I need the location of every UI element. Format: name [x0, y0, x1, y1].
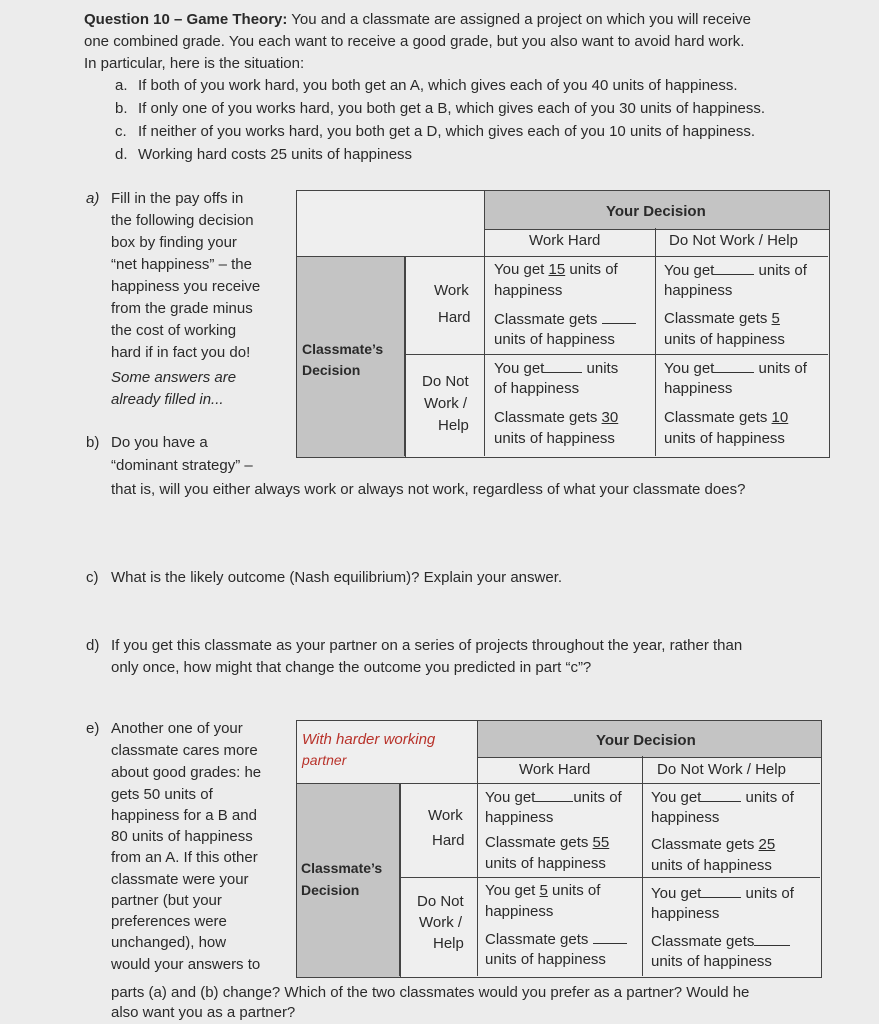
- given-value: 25: [758, 836, 776, 853]
- given-value: 10: [771, 409, 789, 426]
- classmates-label: Decision: [301, 882, 360, 898]
- part-b-letter: b): [86, 434, 100, 451]
- part-a-line: happiness you receive: [111, 278, 261, 295]
- col-do-not-work: Do Not Work / Help: [657, 761, 786, 778]
- situation-item: If both of you work hard, you both get an A, which gives each of you 40 units of happiness.: [138, 77, 738, 94]
- payoff-cell-classmate: Classmate gets 25: [651, 836, 776, 853]
- part-e-line: classmate were your: [111, 871, 249, 888]
- part-a-letter: a): [86, 190, 100, 207]
- classmates-label: Classmate’s: [301, 860, 383, 876]
- situation-letter: a.: [115, 77, 128, 94]
- payoff-cell-classmate: Classmate gets 10: [664, 409, 789, 426]
- part-e-line: preferences were: [111, 913, 227, 930]
- part-e-line: would your answers to: [111, 956, 261, 973]
- payoff-cell-text: units of happiness: [485, 951, 606, 968]
- part-e-line: from an A. If this other: [111, 849, 258, 866]
- answer-blank[interactable]: [535, 787, 573, 802]
- part-c-text: What is the likely outcome (Nash equilibrium)? Explain your answer.: [111, 569, 563, 586]
- payoff-cell-text: of happiness: [494, 380, 580, 397]
- answer-blank[interactable]: [701, 883, 741, 898]
- situation-item: Working hard costs 25 units of happiness: [138, 146, 413, 163]
- payoff-cell-text: happiness: [651, 905, 720, 922]
- payoff-cell-you: You get units of: [651, 789, 794, 806]
- part-e-line: happiness for a B and: [111, 807, 257, 824]
- classmates-label: Decision: [302, 362, 361, 378]
- payoff-cell-text: units of happiness: [485, 855, 606, 872]
- question-intro-2: one combined grade. You each want to receive a good grade, but you also want to avoid hard work.: [84, 33, 745, 50]
- given-value: 15: [548, 261, 566, 278]
- payoff-cell-text: units of happiness: [494, 430, 615, 447]
- part-e-line: Another one of your: [111, 720, 243, 737]
- part-b-line: Do you have a: [111, 434, 208, 451]
- answer-blank[interactable]: [701, 787, 741, 802]
- part-e-tail: also want you as a partner?: [111, 1004, 296, 1021]
- payoff-cell-you: You get units of: [651, 885, 794, 902]
- part-a-line: Fill in the pay offs in: [111, 190, 244, 207]
- payoff-cell-classmate: Classmate gets: [485, 929, 627, 950]
- payoff-cell-you: You get 15 units of: [494, 261, 618, 278]
- row-work-hard: Hard: [438, 309, 471, 326]
- part-c-letter: c): [86, 569, 99, 586]
- given-value: 5: [771, 310, 780, 327]
- question-intro-3: In particular, here is the situation:: [84, 55, 305, 72]
- payoff-cell-you: You get units: [494, 360, 619, 377]
- payoff-cell-text: happiness: [494, 282, 563, 299]
- part-d-line: only once, how might that change the outcome you predicted in part “c”?: [111, 659, 592, 676]
- payoff-cell-text: happiness: [664, 380, 733, 397]
- part-a-line: from the grade minus: [111, 300, 253, 317]
- payoff-cell-text: happiness: [485, 809, 554, 826]
- part-b-line: “dominant strategy” –: [111, 457, 253, 474]
- row-work-hard: Hard: [432, 832, 465, 849]
- answer-blank[interactable]: [754, 931, 790, 946]
- part-a-line: hard if in fact you do!: [111, 344, 251, 361]
- payoff-cell-text: units of happiness: [664, 331, 785, 348]
- part-e-line: classmate cares more: [111, 742, 258, 759]
- part-b-line: that is, will you either always work or always not work, regardless of what your classmate does?: [111, 481, 746, 498]
- payoff-cell-classmate: Classmate gets 5: [664, 310, 780, 327]
- part-a-line: box by finding your: [111, 234, 237, 251]
- row-do-not-work: Do Not: [417, 893, 464, 910]
- given-value: 55: [592, 834, 610, 851]
- payoff-cell-text: units of happiness: [651, 953, 772, 970]
- part-d-letter: d): [86, 637, 100, 654]
- classmates-label: Classmate’s: [302, 341, 384, 357]
- part-e-tail: parts (a) and (b) change? Which of the two classmates would you prefer as a partner? Would he: [111, 984, 750, 1001]
- part-e-line: unchanged), how: [111, 934, 227, 951]
- row-work-hard: Work: [428, 807, 463, 824]
- situation-item: If neither of you works hard, you both get a D, which gives each of you 10 units of happiness.: [138, 123, 756, 140]
- payoff-cell-classmate: Classmate gets: [651, 931, 790, 952]
- answer-blank[interactable]: [544, 358, 582, 373]
- given-value: 30: [601, 409, 619, 426]
- part-a-line: the cost of working: [111, 322, 237, 339]
- part-a-note: Some answers are: [111, 369, 237, 386]
- part-e-letter: e): [86, 720, 100, 737]
- row-do-not-work: Work /: [424, 395, 468, 412]
- part-e-line: partner (but your: [111, 892, 222, 909]
- payoff-cell-classmate: Classmate gets 30: [494, 409, 619, 426]
- part-a-line: the following decision: [111, 212, 254, 229]
- part-d-line: If you get this classmate as your partner on a series of projects throughout the year, rather than: [111, 637, 743, 654]
- row-do-not-work: Help: [433, 935, 464, 952]
- payoff-cell-you: You get units of: [485, 789, 622, 806]
- table-2-corner-note: partner: [302, 752, 347, 768]
- part-e-line: gets 50 units of: [111, 786, 213, 803]
- col-work-hard: Work Hard: [519, 761, 591, 778]
- payoff-cell-you: You get 5 units of: [485, 882, 601, 899]
- question-label: Question 10 – Game Theory:: [84, 11, 288, 28]
- payoff-cell-classmate: Classmate gets 55: [485, 834, 610, 851]
- row-do-not-work: Work /: [419, 914, 463, 931]
- question-intro-1: You and a classmate are assigned a project on which you will receive: [287, 11, 752, 28]
- col-work-hard: Work Hard: [529, 232, 601, 249]
- answer-blank[interactable]: [602, 309, 636, 324]
- your-decision-label: Your Decision: [596, 732, 696, 749]
- situation-letter: d.: [115, 146, 128, 163]
- row-do-not-work: Do Not: [422, 373, 469, 390]
- situation-letter: c.: [115, 123, 127, 140]
- payoff-cell-text: happiness: [651, 809, 720, 826]
- answer-blank[interactable]: [714, 358, 754, 373]
- col-do-not-work: Do Not Work / Help: [669, 232, 798, 249]
- question-header: [84, 9, 751, 30]
- situation-letter: b.: [115, 100, 128, 117]
- payoff-cell-text: happiness: [485, 903, 554, 920]
- situation-item: If only one of you works hard, you both get a B, which gives each of you 30 units of happiness.: [138, 100, 766, 117]
- payoff-cell-you: You get units of: [664, 360, 807, 377]
- answer-blank[interactable]: [593, 929, 627, 944]
- payoff-cell-classmate: Classmate gets: [494, 309, 636, 330]
- payoff-cell-text: happiness: [664, 282, 733, 299]
- row-work-hard: Work: [434, 282, 469, 299]
- payoff-cell-text: units of happiness: [664, 430, 785, 447]
- given-value: 5: [539, 882, 548, 899]
- payoff-cell-text: units of happiness: [651, 857, 772, 874]
- payoff-cell-text: units of happiness: [494, 331, 615, 348]
- payoff-cell-you: You get units of: [664, 262, 807, 279]
- part-a-note: already filled in...: [111, 391, 224, 408]
- your-decision-label: Your Decision: [606, 203, 706, 220]
- row-do-not-work: Help: [438, 417, 469, 434]
- table-2-corner-note: With harder working: [302, 731, 436, 748]
- part-e-line: about good grades: he: [111, 764, 262, 781]
- answer-blank[interactable]: [714, 260, 754, 275]
- part-e-line: 80 units of happiness: [111, 828, 253, 845]
- part-a-line: “net happiness” – the: [111, 256, 252, 273]
